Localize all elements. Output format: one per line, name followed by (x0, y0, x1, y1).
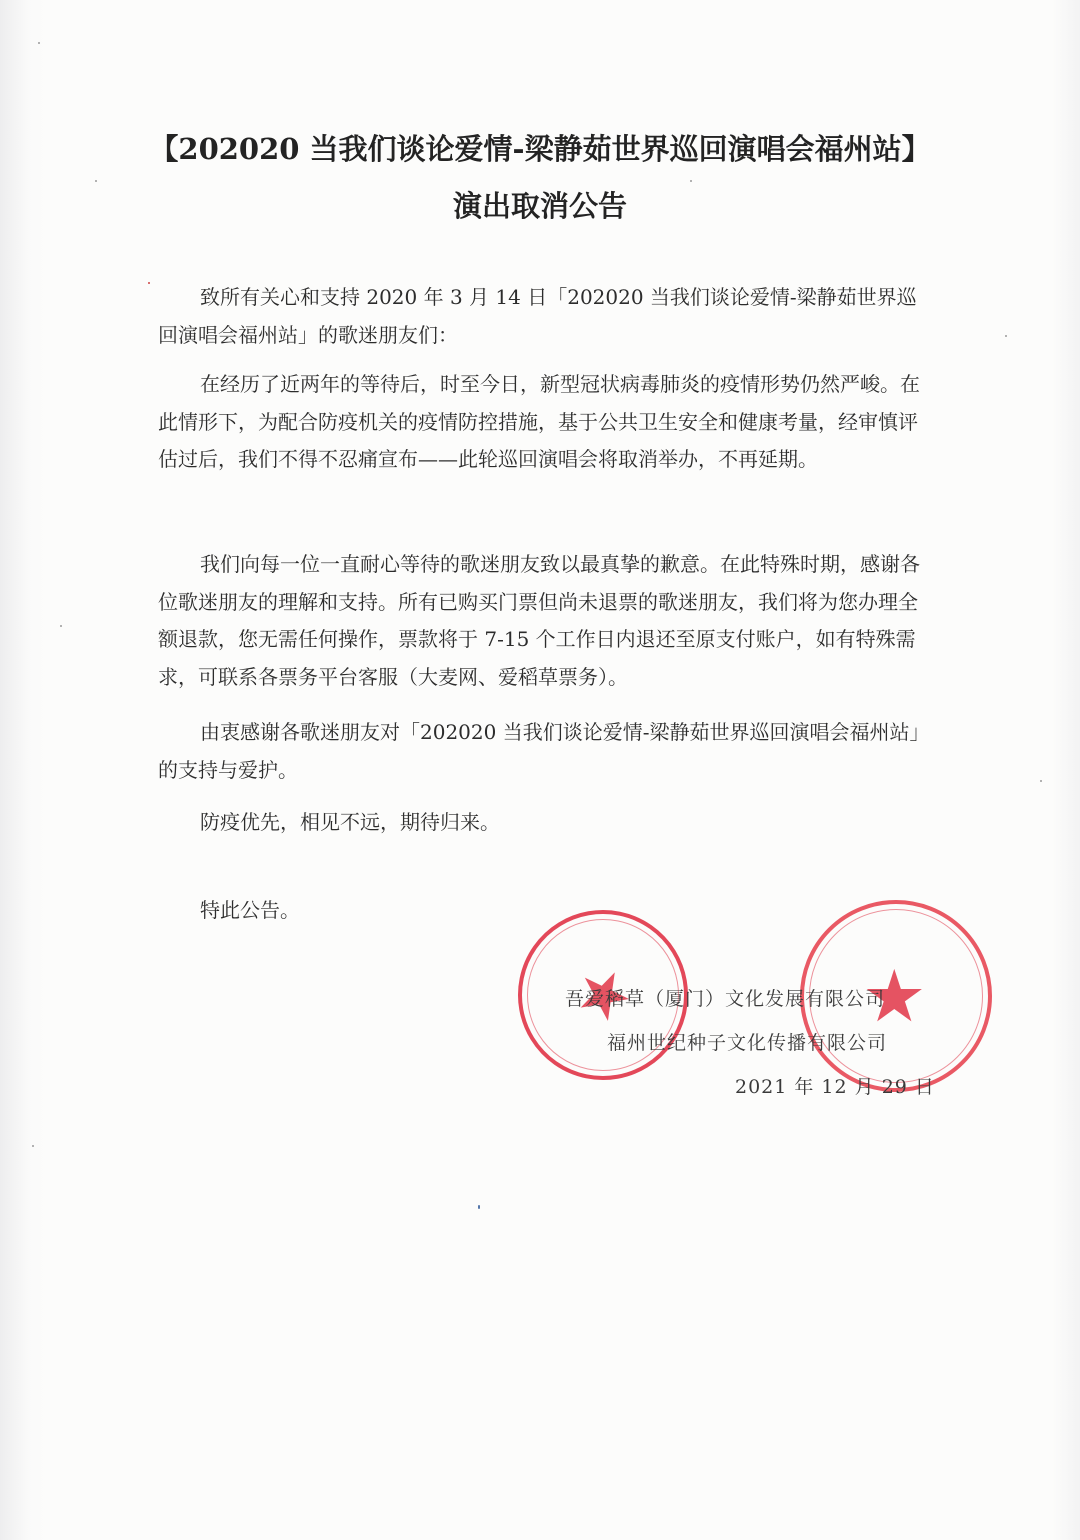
paragraph-refund: 我们向每一位一直耐心等待的歌迷朋友致以最真挚的歉意。在此特殊时期，感谢各位歌迷朋友的理解和支持。所有已购买门票但尚未退票的歌迷朋友，我们将为您办理全额退款，您无需任何操作，票款将于 7-15 个工作日内退还至原支付账户，如有特殊需求，可联系各票务平台客服（大麦网、爱稻草票务）。 (158, 552, 920, 689)
scan-speck (690, 180, 692, 182)
paragraph-situation: 在经历了近两年的等待后，时至今日，新型冠状病毒肺炎的疫情形势仍然严峻。在此情形下，为配合防疫机关的疫情防控措施，基于公共卫生安全和健康考量，经审慎评估过后，我们不得不忍痛宣布——此轮巡回演唱会将取消举办，不再延期。 (158, 372, 920, 471)
closing-statement: 特此公告。 (200, 898, 300, 922)
paragraph-thanks: 由衷感谢各歌迷朋友对「202020 当我们谈论爱情-梁静茹世界巡回演唱会福州站」的支持与爱护。 (158, 720, 930, 782)
scan-speck (478, 1205, 480, 1209)
scan-speck (38, 42, 40, 44)
star-icon: ★ (862, 954, 927, 1038)
paragraph-slogan: 防疫优先，相见不远，期待归来。 (200, 810, 500, 834)
scan-speck (1005, 335, 1007, 337)
scan-speck (1040, 780, 1042, 782)
scan-speck (60, 625, 62, 627)
star-icon: ★ (568, 954, 639, 1038)
signatory-company-2: 福州世纪种子文化传播有限公司 (607, 1032, 888, 1054)
document-subtitle: 演出取消公告 (452, 189, 627, 223)
signature-date: 2021 年 12 月 29 日 (735, 1076, 935, 1098)
scan-speck (32, 1145, 34, 1147)
scan-speck (148, 282, 150, 284)
paragraph-salutation: 致所有关心和支持 2020 年 3 月 14 日「202020 当我们谈论爱情-梁静茹世界巡回演唱会福州站」的歌迷朋友们： (158, 285, 917, 347)
document-title: 【202020 当我们谈论爱情-梁静茹世界巡回演唱会福州站】 (149, 132, 931, 166)
signatory-company-1: 吾爱稻草（厦门）文化发展有限公司 (565, 988, 886, 1010)
scan-speck (95, 180, 97, 182)
